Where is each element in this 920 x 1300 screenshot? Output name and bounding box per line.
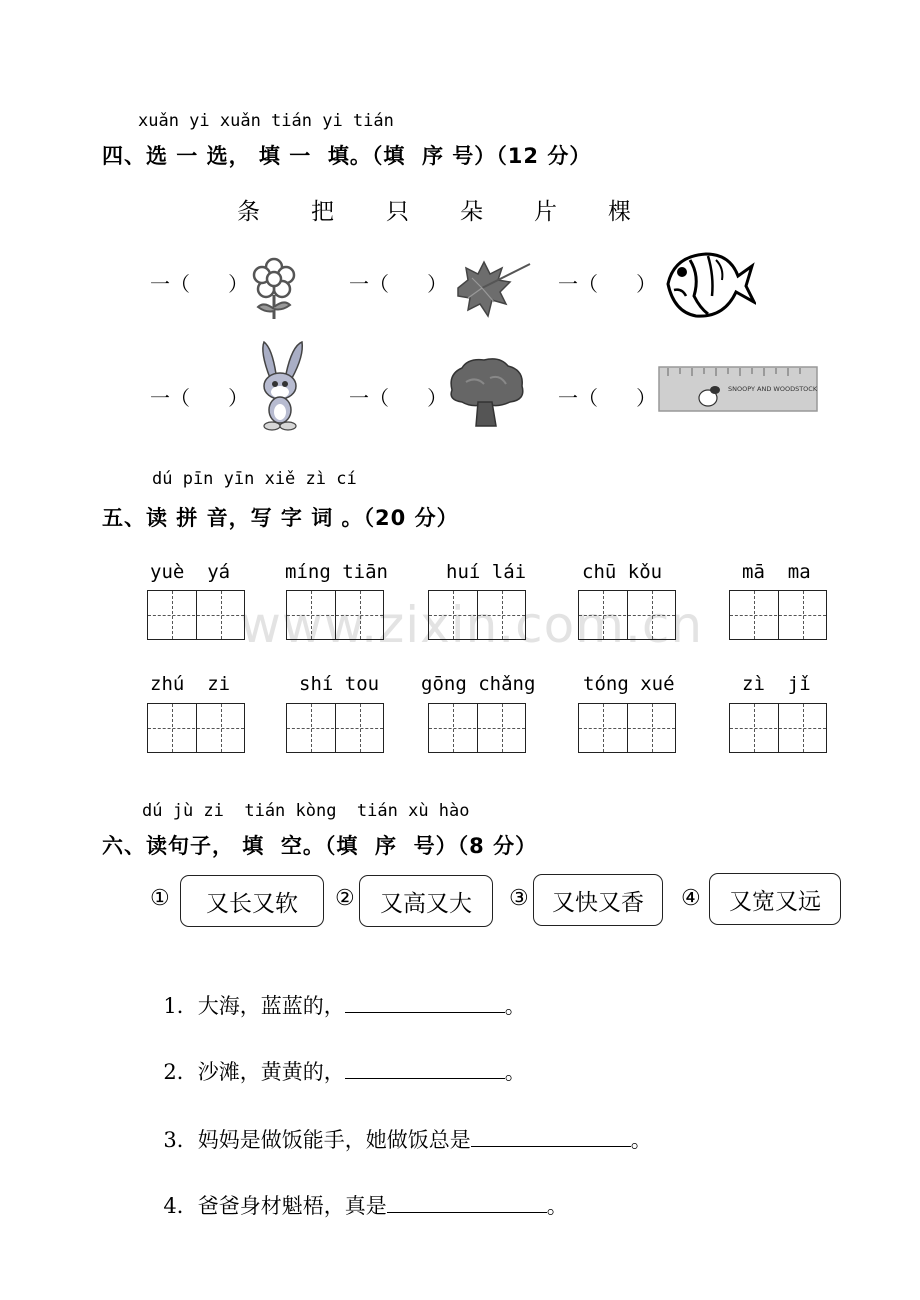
word-option: 把 [311,199,334,225]
answer-blank[interactable] [387,1192,547,1213]
tree-icon [446,356,526,428]
option-number: ② [335,886,355,911]
ruler-text: SNOOPY AND WOODSTOCK [728,385,818,393]
word-pinyin: zì jǐ [742,673,811,695]
answer-blank[interactable] [345,992,505,1013]
word-option: 只 [386,199,409,225]
writing-grid[interactable] [578,590,676,640]
sentence-end: 。 [546,1194,568,1218]
option-box: 又宽又远 [709,873,841,925]
writing-grid[interactable] [428,703,526,753]
section6-title: 六、读句子， 填 空。（填 序 号）（8 分） [102,834,538,858]
leaf-icon [452,258,532,324]
option-box: 又长又软 [180,875,324,927]
measure-blank[interactable]: 一（ ） [349,386,448,410]
word-option: 棵 [608,199,631,225]
sentence [150,1032,526,1086]
sentence [150,966,526,1020]
sentence [150,1166,568,1220]
ruler-icon [658,366,818,412]
option-number: ④ [681,886,701,911]
sentence [150,1100,652,1154]
writing-grid[interactable] [147,703,245,753]
section4-title: 四、选 一 选， 填 一 填。（填 序 号）（12 分） [102,144,592,168]
writing-grid[interactable] [286,590,384,640]
option-box: 又高又大 [359,875,493,927]
word-option: 朵 [460,199,483,225]
word-pinyin: yuè yá [150,561,231,583]
word-pinyin: zhú zi [150,673,231,695]
watermark: www.zixin.com.cn [240,596,704,654]
section6-pinyin: dú jù zi tián kòng tián xù hào [142,801,470,821]
word-pinyin: gōng chǎng [421,673,536,695]
word-pinyin: shí tou [299,673,380,695]
word-option: 条 [237,199,260,225]
writing-grid[interactable] [729,703,827,753]
option-number: ③ [509,886,529,911]
word-pinyin: chū kǒu [582,561,663,583]
option-number: ① [150,886,170,911]
sentence-end: 。 [504,994,526,1018]
section5-pinyin: dú pīn yīn xiě zì cí [152,469,357,489]
section4-pinyin: xuǎn yi xuǎn tián yi tián [138,111,394,131]
measure-blank[interactable]: 一（ ） [150,386,249,410]
word-option: 片 [534,199,557,225]
measure-blank[interactable]: 一（ ） [558,386,657,410]
fish-icon [660,246,756,322]
writing-grid[interactable] [578,703,676,753]
answer-blank[interactable] [345,1058,505,1079]
measure-blank[interactable]: 一（ ） [349,272,448,296]
word-pinyin: mā ma [742,561,811,583]
sentence-end: 。 [630,1128,652,1152]
word-pinyin: tóng xué [583,673,675,695]
writing-grid[interactable] [147,590,245,640]
writing-grid[interactable] [286,703,384,753]
option-box: 又快又香 [533,874,663,926]
section5-title: 五、读 拼 音，写 字 词 。（20 分） [102,506,459,530]
writing-grid[interactable] [428,590,526,640]
sentence-text: 2．沙滩，黄黄的， [163,1060,345,1084]
sentence-text: 1．大海，蓝蓝的， [163,994,345,1018]
measure-blank[interactable]: 一（ ） [558,272,657,296]
sentence-text: 4．爸爸身材魁梧，真是 [163,1194,387,1218]
flower-icon [246,257,302,321]
word-pinyin: míng tiān [285,561,388,583]
word-pinyin: huí lái [446,561,527,583]
measure-blank[interactable]: 一（ ） [150,272,249,296]
sentence-end: 。 [504,1060,526,1084]
sentence-text: 3．妈妈是做饭能手，她做饭总是 [163,1128,471,1152]
answer-blank[interactable] [471,1126,631,1147]
rabbit-icon [248,338,312,434]
writing-grid[interactable] [729,590,827,640]
